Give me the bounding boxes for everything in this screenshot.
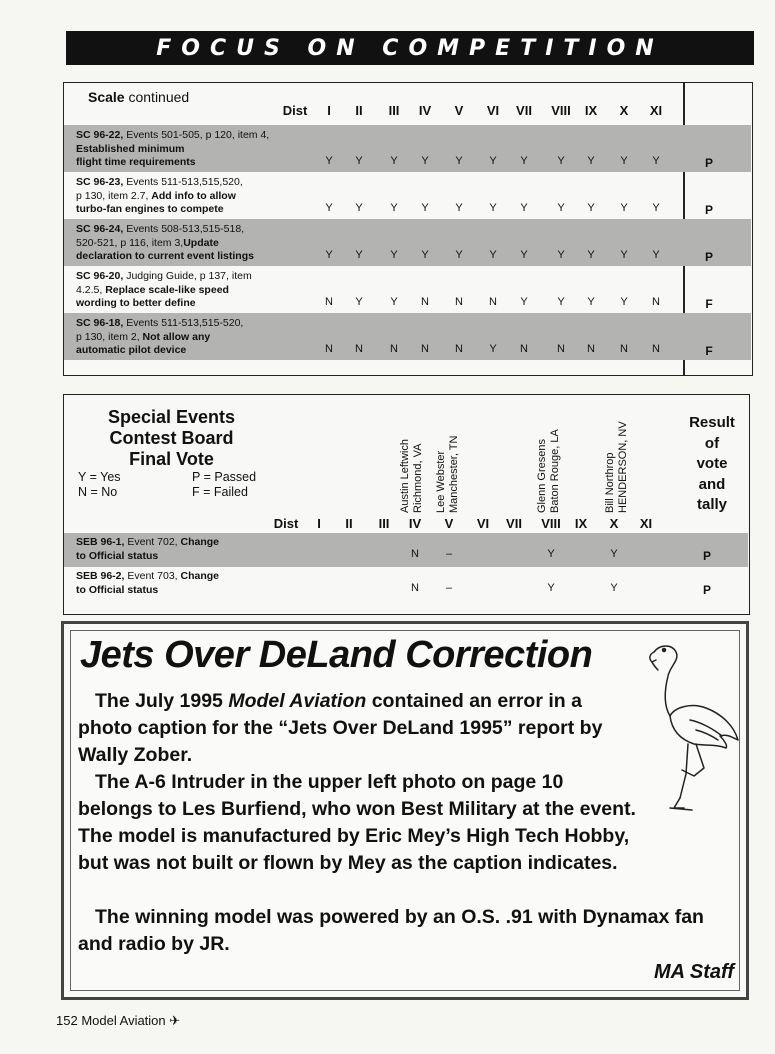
result-header-line: and: [698, 475, 726, 493]
vote-cell: N: [390, 343, 398, 355]
motion-text: p 130, item 2,: [76, 330, 143, 343]
vote-cell: Y: [557, 155, 565, 167]
vote-cell: Y: [610, 582, 618, 594]
result-header-line: Result: [689, 414, 735, 431]
vote-result: P: [702, 549, 711, 563]
vote-cell: Y: [355, 155, 363, 167]
member-place: Richmond, VA: [412, 443, 424, 513]
motion-line: [76, 129, 306, 143]
motion-line: [76, 570, 306, 584]
signature: MA Staff: [654, 961, 734, 983]
vote-cell: Y: [520, 202, 528, 214]
motion-text-bold: SC 96-24,: [76, 223, 124, 235]
vote-cell: Y: [355, 249, 363, 261]
district-header: X: [619, 103, 629, 118]
vote-cell: Y: [390, 202, 398, 214]
vote-cell: Y: [421, 202, 429, 214]
motion-line: [76, 143, 306, 157]
district-header: IX: [574, 516, 588, 531]
district-header: XI: [649, 103, 663, 118]
motion-line: [76, 203, 306, 217]
district-header: I: [317, 516, 321, 531]
vote-cell: N: [421, 296, 429, 308]
vote-cell: Y: [547, 582, 555, 594]
member-name: Bill Northrop: [604, 452, 616, 513]
motion-text-bold: automatic pilot device: [76, 344, 187, 356]
motion-text: p 130, item 2.7,: [76, 189, 152, 202]
paragraph-1: [78, 688, 638, 769]
banner-title: FOCUS ON COMPETITION: [156, 35, 664, 61]
motion-text-bold: SEB 96-1,: [76, 536, 125, 548]
motion-text-bold: flight time requirements: [76, 156, 196, 168]
magazine-name: Model Aviation: [81, 1013, 166, 1028]
result-header-line: vote: [696, 455, 728, 472]
motion-text: Events 501-505, p 120, item 4,: [123, 129, 270, 141]
vote-cell: N: [620, 343, 628, 355]
motion-line: [76, 536, 306, 550]
vote-cell: Y: [355, 202, 363, 214]
motion-text-bold: SC 96-18,: [76, 317, 124, 329]
motion-text: Judging Guide, p 137, item: [123, 270, 252, 282]
vote-cell: Y: [390, 155, 398, 167]
special-events-vote-table: [63, 394, 750, 615]
motion-text-bold: Update: [183, 236, 219, 249]
vote-cell: N: [411, 582, 419, 594]
vote-result: P: [704, 203, 713, 217]
district-header: VI: [486, 103, 500, 118]
district-header: VI: [476, 516, 490, 531]
vote-cell: Y: [489, 249, 497, 261]
vote-cell: Y: [489, 343, 497, 355]
vote-cell: Y: [325, 202, 333, 214]
paragraph-3: [78, 904, 738, 958]
motion-text-bold: turbo-fan engines to compete: [76, 203, 224, 215]
motion-text: Event 703,: [124, 570, 181, 582]
vote-cell: Y: [390, 249, 398, 261]
table-title-rest: continued: [124, 89, 190, 105]
legend-left: [78, 470, 121, 500]
legend-failed: F = Failed: [192, 485, 248, 499]
vote-cell: Y: [489, 202, 497, 214]
district-header: III: [378, 516, 390, 531]
vote-cell: N: [411, 548, 419, 560]
member-place: HENDERSON, NV: [617, 421, 629, 513]
motion-line: [76, 250, 306, 264]
motion-line: [76, 156, 306, 170]
vote-cell: Y: [455, 155, 463, 167]
notice-title: Jets Over DeLand Correction: [80, 634, 593, 676]
motion-text-bold: Established minimum: [76, 142, 185, 155]
motion-description: [76, 270, 306, 311]
motion-line: [76, 550, 306, 564]
section-banner: [66, 31, 754, 65]
vote-cell: Y: [520, 155, 528, 167]
motion-line: [76, 176, 306, 190]
airplane-icon: ✈: [169, 1013, 181, 1028]
vote-cell: N: [455, 296, 463, 308]
result-header-line: of: [704, 434, 720, 452]
motion-line: [76, 584, 306, 598]
motion-text-bold: Add info to allow: [151, 189, 236, 202]
motion-description: [76, 536, 306, 563]
motion-text: Events 511-513,515,520,: [123, 176, 243, 188]
member-name: Lee Webster: [435, 450, 447, 513]
motion-text-bold: SC 96-20,: [76, 270, 124, 282]
result-header-line: tally: [696, 496, 727, 513]
motion-text: Event 702,: [124, 536, 181, 548]
result-of-vote-header: [676, 413, 748, 516]
p1-text-b: contained an error in a photo caption for the “Jets Over DeLand 1995” report by Wally Zober.: [78, 690, 603, 766]
vote-result: P: [702, 583, 711, 597]
motion-text-bold: SEB 96-2,: [76, 570, 125, 582]
motion-text-bold: Change: [180, 536, 220, 548]
motion-description: [76, 129, 306, 170]
district-header: VIII: [551, 103, 571, 118]
vote-cell: Y: [620, 202, 628, 214]
member-name: Austin Leftwich: [399, 439, 411, 513]
vote-cell: N: [421, 343, 429, 355]
motion-text: Events 508-513,515-518,: [123, 223, 245, 235]
district-header: X: [609, 516, 619, 531]
vote-cell: Y: [547, 548, 555, 560]
district-header: VIII: [541, 516, 561, 531]
motion-line: [76, 331, 306, 345]
member-place: Manchester, TN: [448, 435, 460, 513]
legend-no: N = No: [78, 485, 118, 499]
vote-cell: Y: [587, 249, 595, 261]
p3-text: The winning model was powered by an O.S. .91 with Dynamax fan and radio by JR.: [78, 906, 704, 955]
vote-cell: Y: [520, 249, 528, 261]
vote-cell: –: [445, 548, 453, 560]
page-footer: [56, 1013, 180, 1029]
vote-cell: Y: [421, 155, 429, 167]
dist-header: Dist: [273, 516, 299, 531]
motion-text-bold: Not allow any: [142, 330, 211, 343]
flamingo-icon: [634, 636, 746, 824]
vote-cell: Y: [652, 155, 660, 167]
member-glenn-gresens: [536, 415, 562, 513]
motion-text: 4.2.5,: [76, 283, 106, 296]
district-header: I: [327, 103, 331, 118]
page-number: 152: [56, 1013, 78, 1028]
motion-description: [76, 570, 306, 597]
table-title-bold: Scale: [88, 89, 125, 105]
correction-notice: [61, 621, 749, 1000]
member-bill-northrop: [604, 415, 630, 513]
district-header: VII: [516, 103, 532, 118]
special-events-title: [74, 407, 269, 470]
vote-cell: Y: [587, 155, 595, 167]
vote-cell: N: [325, 343, 333, 355]
member-name: Glenn Gresens: [536, 439, 548, 513]
member-austin-leftwich: [399, 425, 425, 513]
motion-line: [76, 297, 306, 311]
motion-text: Events 511-513,515-520,: [123, 317, 244, 329]
motion-line: [76, 317, 306, 331]
title-line-2: Contest Board: [109, 428, 234, 448]
vote-cell: Y: [610, 548, 618, 560]
vote-cell: Y: [652, 249, 660, 261]
legend-right: [192, 470, 256, 500]
district-header: V: [454, 103, 464, 118]
vote-cell: Y: [421, 249, 429, 261]
vote-cell: Y: [390, 296, 398, 308]
vote-cell: Y: [325, 249, 333, 261]
vote-cell: Y: [325, 155, 333, 167]
p2-text: The A-6 Intruder in the upper left photo on page 10 belongs to Les Burfiend, who won Best Military at the event. The model is manufactured by Eric Mey’s High Tech Hobby, but was not built or flown by Mey as the caption indicates.: [78, 771, 636, 874]
vote-result: F: [705, 344, 713, 358]
district-header: IX: [584, 103, 598, 118]
district-header: II: [355, 103, 363, 118]
vote-cell: Y: [587, 202, 595, 214]
vote-cell: N: [455, 343, 463, 355]
vote-cell: N: [557, 343, 565, 355]
vote-cell: Y: [587, 296, 595, 308]
motion-line: [76, 284, 306, 298]
vote-cell: Y: [557, 202, 565, 214]
district-header: IV: [418, 103, 432, 118]
vote-cell: N: [652, 343, 660, 355]
vote-cell: Y: [620, 155, 628, 167]
motion-text: 520-521, p 116, item 3,: [76, 236, 184, 249]
motion-text-bold: wording to better define: [76, 297, 196, 309]
title-line-3: Final Vote: [129, 449, 214, 469]
p1-magazine-title: Model Aviation: [228, 690, 367, 712]
motion-line: [76, 270, 306, 284]
vote-cell: N: [355, 343, 363, 355]
vote-cell: Y: [489, 155, 497, 167]
motion-line: [76, 237, 306, 251]
vote-cell: –: [445, 582, 453, 594]
district-header: V: [444, 516, 454, 531]
vote-cell: N: [520, 343, 528, 355]
motion-text-bold: SC 96-22,: [76, 129, 124, 141]
motion-text-bold: SC 96-23,: [76, 176, 124, 188]
district-header: VII: [506, 516, 522, 531]
motion-description: [76, 223, 306, 264]
vote-result: P: [704, 156, 713, 170]
district-header: IV: [408, 516, 422, 531]
dist-header: Dist: [282, 103, 308, 118]
paragraph-2: [78, 769, 638, 877]
member-lee-webster: [435, 425, 461, 513]
vote-cell: Y: [652, 202, 660, 214]
motion-description: [76, 176, 306, 217]
legend-passed: P = Passed: [192, 470, 257, 484]
vote-result: P: [704, 250, 713, 264]
vote-cell: N: [652, 296, 660, 308]
scale-vote-table: [63, 82, 753, 376]
vote-cell: N: [587, 343, 595, 355]
vote-cell: N: [325, 296, 333, 308]
vote-cell: Y: [520, 296, 528, 308]
motion-line: [76, 223, 306, 237]
title-line-1: Special Events: [107, 407, 236, 427]
vote-cell: Y: [455, 249, 463, 261]
table-title: [88, 89, 189, 105]
district-header: III: [388, 103, 400, 118]
district-header: II: [345, 516, 353, 531]
motion-text-bold: to Official status: [76, 549, 159, 562]
motion-description: [76, 317, 306, 358]
motion-line: [76, 344, 306, 358]
vote-cell: Y: [620, 296, 628, 308]
motion-text-bold: to Official status: [76, 583, 159, 596]
vote-cell: Y: [620, 249, 628, 261]
motion-text-bold: Change: [180, 570, 220, 582]
legend-yes: Y = Yes: [78, 470, 121, 484]
motion-text-bold: declaration to current event listings: [76, 250, 254, 262]
p1-text-a: The July 1995: [95, 690, 229, 712]
vote-cell: N: [489, 296, 497, 308]
vote-cell: Y: [557, 249, 565, 261]
vote-cell: Y: [557, 296, 565, 308]
vote-result: F: [705, 297, 713, 311]
district-header: XI: [639, 516, 653, 531]
member-place: Baton Rouge, LA: [549, 429, 561, 513]
vote-cell: Y: [455, 202, 463, 214]
motion-text-bold: Replace scale-like speed: [105, 283, 229, 296]
motion-line: [76, 190, 306, 204]
vote-cell: Y: [355, 296, 363, 308]
